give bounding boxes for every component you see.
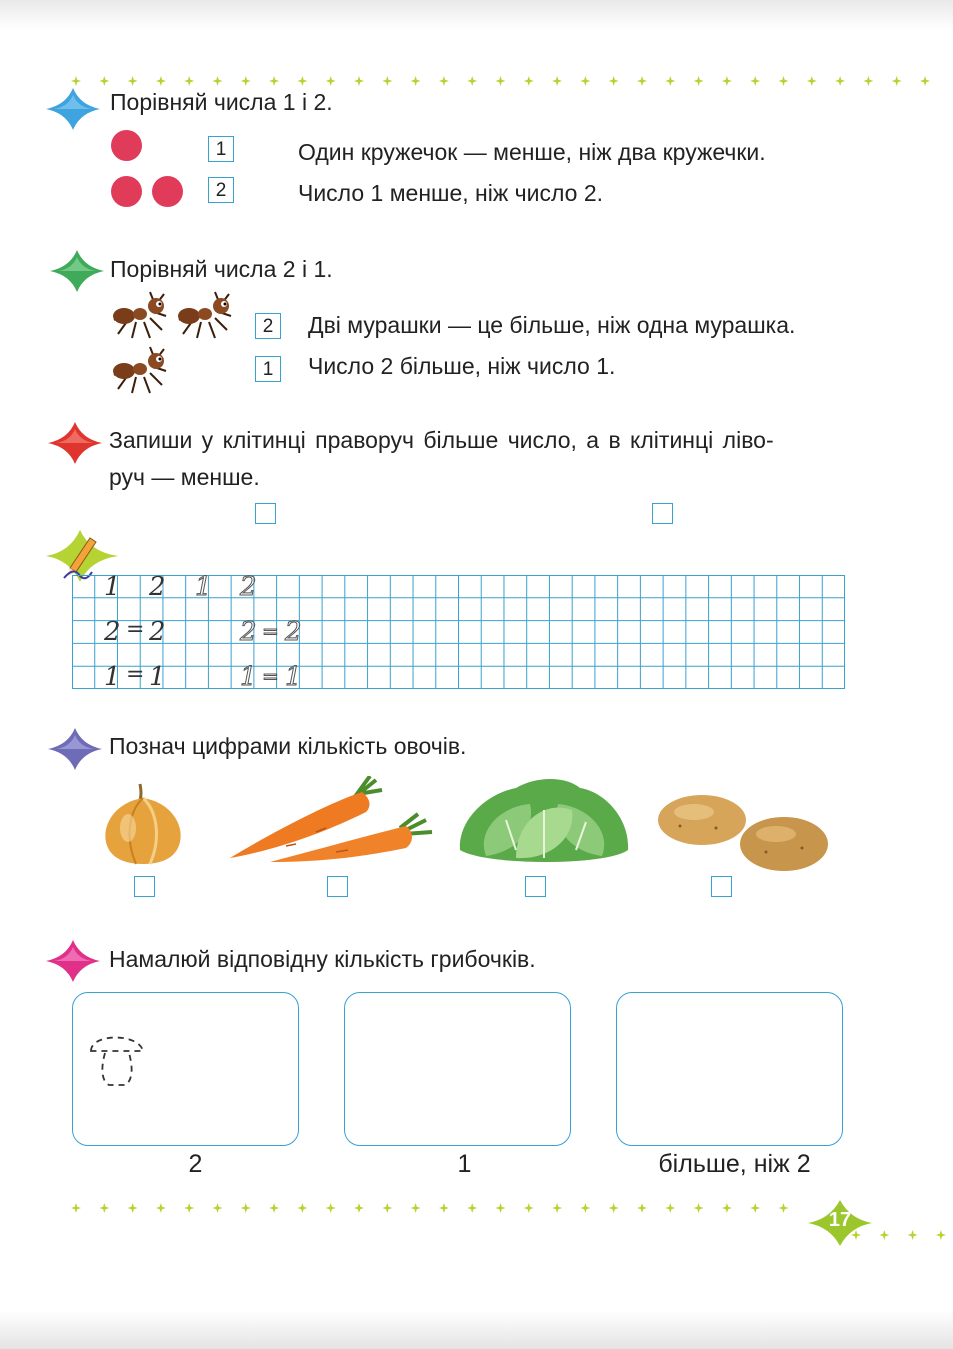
equals-sign: = [126,617,145,642]
red-circle [111,176,142,207]
caption-box-2: 1 [457,1150,472,1178]
onion-icon [100,780,186,866]
equals-sign: = [126,662,145,687]
traced-equals: = [262,619,279,643]
task4-title: Познач цифрами кількість овочів. [109,733,467,759]
number-box-2: 2 [208,177,234,203]
carrot-count-box[interactable] [327,876,348,897]
handwritten-digit: 1 [104,572,121,602]
handwritten-digit: 1 [149,662,166,692]
traced-digit: 2 [285,617,302,647]
page-number: 17 [828,1209,852,1231]
answer-box-left[interactable] [255,503,276,524]
task1-sentence-2: Число 1 менше, ніж число 2. [298,180,604,206]
drawing-box-1[interactable] [72,992,299,1146]
answer-box-right[interactable] [652,503,673,524]
drawing-box-3[interactable] [616,992,843,1146]
potatoes-icon [656,792,832,876]
potato-count-box[interactable] [711,876,732,897]
traced-digit: 1 [195,572,212,602]
traced-digit: 1 [240,662,257,692]
task1-title: Порівняй числа 1 і 2. [110,89,333,115]
handwritten-digit: 1 [104,662,121,692]
red-circle [111,130,142,161]
green-diamond-icon [48,248,106,294]
number-box-1: 1 [208,136,234,162]
traced-equals: = [262,664,279,688]
task5-title: Намалюй відповідну кількість грибочків. [109,946,536,972]
task2-sentence-1: Дві мурашки — це більше, ніж одна мурашка. [308,312,796,338]
drawing-box-2[interactable] [344,992,571,1146]
top-dots-divider [70,74,940,88]
mushroom-outline-icon [87,1027,147,1089]
red-circle [152,176,183,207]
carrots-icon [226,776,436,866]
number-box-1: 1 [255,356,281,382]
task2-sentence-2: Число 2 більше, ніж число 1. [308,353,616,379]
handwritten-digit: 2 [149,572,166,602]
traced-digit: 1 [285,662,302,692]
ant-icon [175,290,235,342]
handwritten-digit: 2 [104,617,121,647]
handwritten-digit: 2 [149,617,166,647]
blue-diamond-icon [44,86,102,132]
caption-box-3: більше, ніж 2 [658,1150,811,1178]
traced-digit: 2 [240,617,257,647]
number-box-2: 2 [255,313,281,339]
purple-diamond-icon [46,726,104,772]
task3-text-line1: Запиши у клітинці праворуч більше число, а в клітинці ліво- [109,427,774,453]
cabbage-icon [456,770,632,868]
magenta-diamond-icon [44,938,102,984]
red-diamond-icon [46,420,104,466]
traced-digit: 2 [240,572,257,602]
ant-icon [110,345,170,397]
writing-grid [72,575,845,689]
ant-icon [110,290,170,342]
task2-title: Порівняй числа 2 і 1. [110,256,333,282]
caption-box-1: 2 [188,1150,203,1178]
onion-count-box[interactable] [134,876,155,897]
cabbage-count-box[interactable] [525,876,546,897]
task1-sentence-1: Один кружечок — менше, ніж два кружечки. [298,139,766,165]
task3-text-line2: руч — менше. [109,464,260,490]
